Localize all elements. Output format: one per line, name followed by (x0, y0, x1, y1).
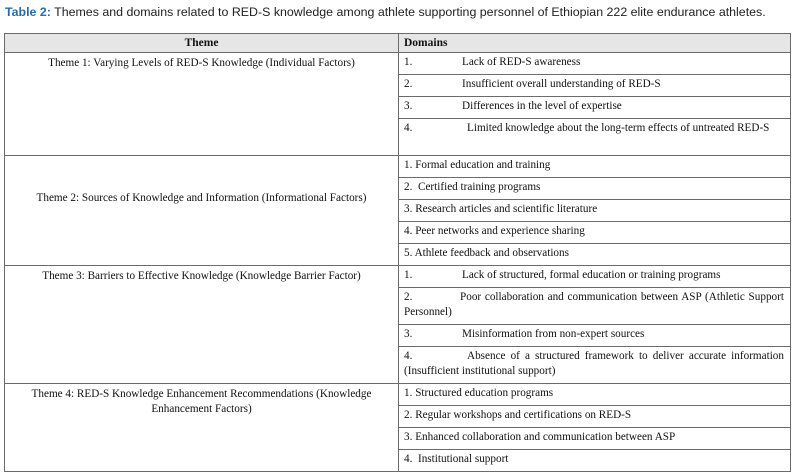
domain-text: Limited knowledge about the long-term effects of untreated RED-S (467, 122, 770, 134)
domain-number: 2. (404, 409, 413, 421)
domain-number: 4. (404, 225, 413, 237)
domain-text: Peer networks and experience sharing (415, 225, 585, 237)
domain-number: 1. (404, 387, 413, 399)
domain-cell (399, 244, 791, 266)
domain-number: 2. (404, 78, 413, 90)
domain-text: Lack of structured, formal education or training programs (462, 269, 721, 281)
domain-text: Misinformation from non-expert sources (462, 328, 645, 340)
domain-text: Structured education programs (415, 387, 554, 399)
domain-number: 3. (404, 431, 413, 443)
theme-cell: Theme 4: RED-S Knowledge Enhancement Recommendations (Knowledge Enhancement Factors) (5, 384, 399, 472)
domain-cell (399, 178, 791, 200)
theme-cell: Theme 3: Barriers to Effective Knowledge (Knowledge Barrier Factor) (5, 266, 399, 384)
domain-cell (399, 156, 791, 178)
domain-text: Athlete feedback and observations (414, 247, 569, 259)
domain-number: 4. (404, 350, 413, 362)
themes-table (4, 33, 791, 472)
domain-cell (399, 428, 791, 450)
domain-cell (399, 266, 791, 288)
domain-cell (399, 450, 791, 472)
domain-text: Lack of RED-S awareness (462, 56, 581, 68)
domain-cell (399, 200, 791, 222)
domain-number: 4. (404, 122, 413, 134)
table-row (5, 384, 791, 406)
domain-cell (399, 53, 791, 75)
domain-cell (399, 222, 791, 244)
table-caption (5, 5, 791, 19)
domain-number: 3. (404, 328, 413, 340)
theme-cell: Theme 2: Sources of Knowledge and Information (Informational Factors) (5, 156, 399, 266)
domain-text: Poor collaboration and communication between ASP (Athletic Support Personnel) (404, 291, 784, 318)
domain-cell (399, 119, 791, 156)
domain-text: Enhanced collaboration and communication between ASP (415, 431, 676, 443)
caption-label: Table 2: (5, 5, 51, 19)
domain-number: 3. (404, 100, 413, 112)
domain-text: Research articles and scientific literature (415, 203, 598, 215)
domain-cell (399, 325, 791, 347)
domain-number: 1. (404, 159, 413, 171)
table-row (5, 266, 791, 288)
caption-text: Themes and domains related to RED-S knowledge among athlete supporting personnel of Ethiopian 222 elite endurance athletes. (50, 5, 766, 19)
domain-text: Regular workshops and certifications on RED-S (415, 409, 632, 421)
domain-cell (399, 347, 791, 384)
domain-number: 5. (404, 247, 413, 259)
header-theme: Theme (5, 34, 399, 53)
theme-cell: Theme 1: Varying Levels of RED-S Knowledge (Individual Factors) (5, 53, 399, 156)
domain-number: 1. (404, 56, 413, 68)
domain-text: Absence of a structured framework to deliver accurate information (Insufficient institutional support) (404, 350, 784, 377)
domain-number: 1. (404, 269, 413, 281)
domain-number: 4. (404, 453, 413, 465)
domain-cell (399, 288, 791, 325)
domain-cell (399, 406, 791, 428)
domain-number: 3. (404, 203, 413, 215)
domain-text: Formal education and training (415, 159, 551, 171)
domain-text: Differences in the level of expertise (462, 100, 622, 112)
domain-text: Certified training programs (417, 181, 541, 193)
domain-cell (399, 97, 791, 119)
domain-cell (399, 75, 791, 97)
header-row (5, 34, 791, 53)
domain-number: 2. (404, 181, 413, 193)
domain-cell (399, 384, 791, 406)
domain-text: Insufficient overall understanding of RED-S (462, 78, 661, 90)
table-row (5, 156, 791, 178)
domain-number: 2. (404, 291, 413, 303)
table-row (5, 53, 791, 75)
domain-text: Institutional support (417, 453, 509, 465)
header-domains: Domains (399, 34, 791, 53)
